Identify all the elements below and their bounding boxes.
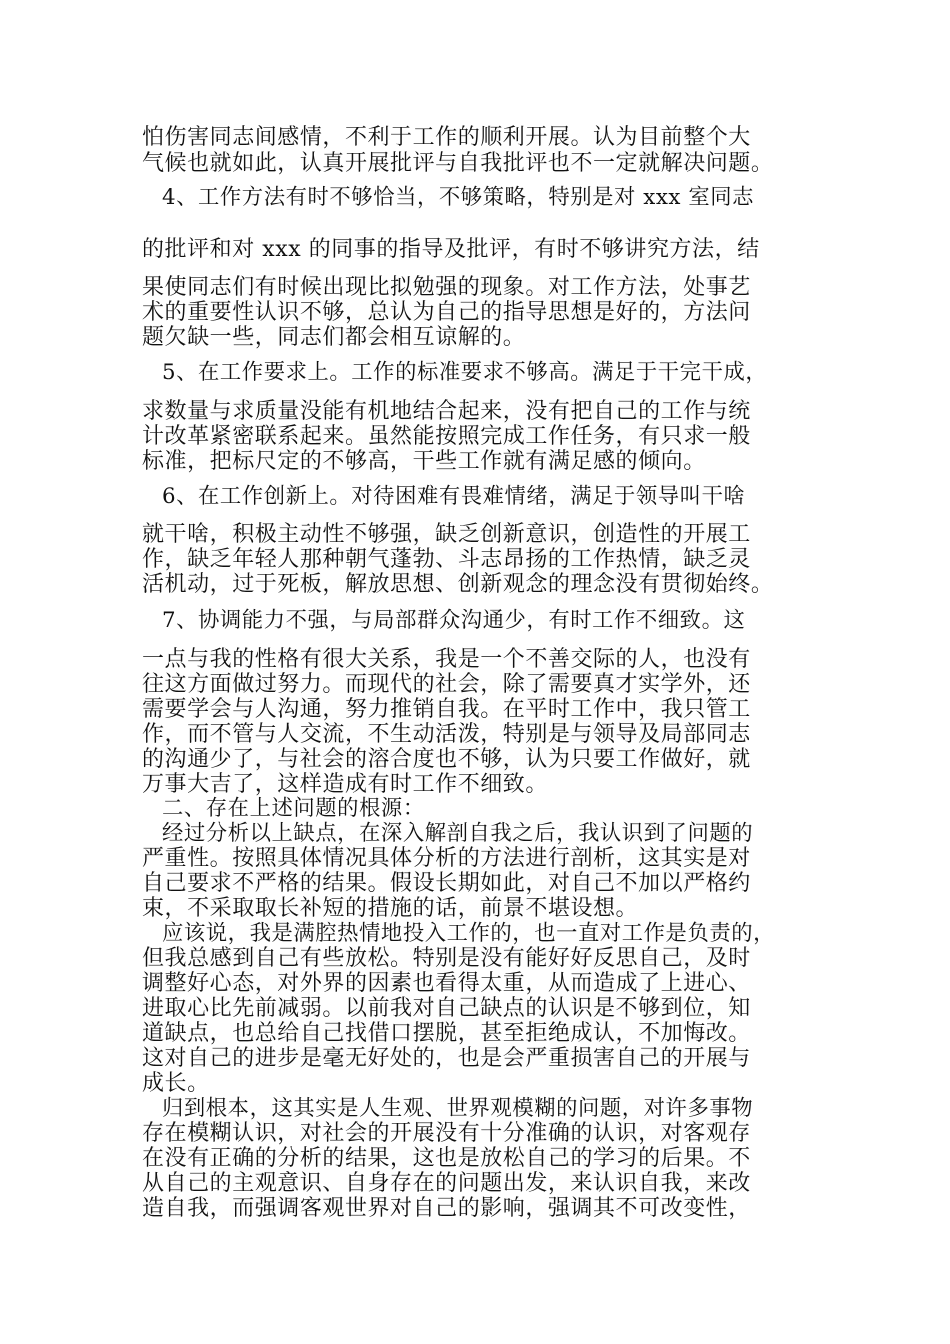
text-line: 标准，把标尺定的不够高，干些工作就有满足感的倾向。 xyxy=(142,449,706,474)
text-line: 在没有正确的分析的结果，这也是放松自己的学习的后果。不 xyxy=(142,1146,751,1171)
text-line: 计改革紧密联系起来。虽然能按照完成工作任务，有只求一般 xyxy=(142,424,751,449)
text-line: 需要学会与人沟通，努力推销自我。在平时工作中，我只管工 xyxy=(142,697,751,722)
text-line: 进取心比先前减弱。以前我对自己缺点的认识是不够到位，知 xyxy=(142,996,751,1021)
text-line: 4、工作方法有时不够恰当，不够策略，特别是对 xxx 室同志 xyxy=(162,185,755,210)
text-line: 的批评和对 xxx 的同事的指导及批评，有时不够讲究方法，结 xyxy=(142,237,760,262)
text-line: 应该说，我是满腔热情地投入工作的，也一直对工作是负责的， xyxy=(162,921,776,946)
text-line: 自己要求不严格的结果。假设长期如此，对自己不加以严格约 xyxy=(142,871,751,896)
text-line: 严重性。按照具体情况具体分析的方法进行剖析，这其实是对 xyxy=(142,846,751,871)
text-line: 术的重要性认识不够，总认为自己的指导思想是好的，方法问 xyxy=(142,300,751,325)
text-line: 7、协调能力不强，与局部群众沟通少，有时工作不细致。这 xyxy=(162,608,746,633)
text-line: 题欠缺一些，同志们都会相互谅解的。 xyxy=(142,325,526,350)
section-heading: 二、存在上述问题的根源： xyxy=(162,796,425,821)
text-line: 道缺点，也总给自己找借口摆脱，甚至拒绝成认，不加悔改。 xyxy=(142,1021,751,1046)
text-line: 但我总感到自己有些放松。特别是没有能好好反思自己，及时 xyxy=(142,946,751,971)
text-line: 存在模糊认识，对社会的开展没有十分准确的认识，对客观存 xyxy=(142,1121,751,1146)
text-line: 调整好心态，对外界的因素也看得太重，从而造成了上进心、 xyxy=(142,971,751,996)
text-line: 成长。 xyxy=(142,1071,210,1096)
text-line: 束，不采取取长补短的措施的话，前景不堪设想。 xyxy=(142,896,639,921)
text-line: 万事大吉了，这样造成有时工作不细致。 xyxy=(142,772,548,797)
text-line: 作，而不管与人交流，不生动活泼，特别是与领导及局部同志 xyxy=(142,722,751,747)
text-line: 果使同志们有时候出现比拟勉强的现象。对工作方法，处事艺 xyxy=(142,275,751,300)
text-line: 就干啥，积极主动性不够强，缺乏创新意识，创造性的开展工 xyxy=(142,522,751,547)
text-line: 怕伤害同志间感情，不利于工作的顺利开展。认为目前整个大 xyxy=(142,125,751,150)
text-line: 往这方面做过努力。而现代的社会，除了需要真才实学外，还 xyxy=(142,672,751,697)
text-line: 5、在工作要求上。工作的标准要求不够高。满足于干完干成， xyxy=(162,360,768,385)
text-line: 归到根本，这其实是人生观、世界观模糊的问题，对许多事物 xyxy=(162,1096,754,1121)
text-line: 作，缺乏年轻人那种朝气蓬勃、斗志昂扬的工作热情，缺乏灵 xyxy=(142,547,751,572)
text-line: 造自我，而强调客观世界对自己的影响，强调其不可改变性， xyxy=(142,1196,751,1221)
text-line: 这对自己的进步是毫无好处的，也是会严重损害自己的开展与 xyxy=(142,1046,751,1071)
text-line: 6、在工作创新上。对待困难有畏难情绪，满足于领导叫干啥 xyxy=(162,484,746,509)
text-line: 经过分析以上缺点，在深入解剖自我之后，我认识到了问题的 xyxy=(162,821,754,846)
text-line: 从自己的主观意识、自身存在的问题出发，来认识自我，来改 xyxy=(142,1171,751,1196)
text-line: 求数量与求质量没能有机地结合起来，没有把自己的工作与统 xyxy=(142,399,751,424)
text-line: 的沟通少了，与社会的溶合度也不够，认为只要工作做好，就 xyxy=(142,747,751,772)
text-line: 一点与我的性格有很大关系，我是一个不善交际的人，也没有 xyxy=(142,647,751,672)
text-line: 活机动，过于死板，解放思想、创新观念的理念没有贯彻始终。 xyxy=(142,572,774,597)
text-line: 气候也就如此，认真开展批评与自我批评也不一定就解决问题。 xyxy=(142,151,774,176)
